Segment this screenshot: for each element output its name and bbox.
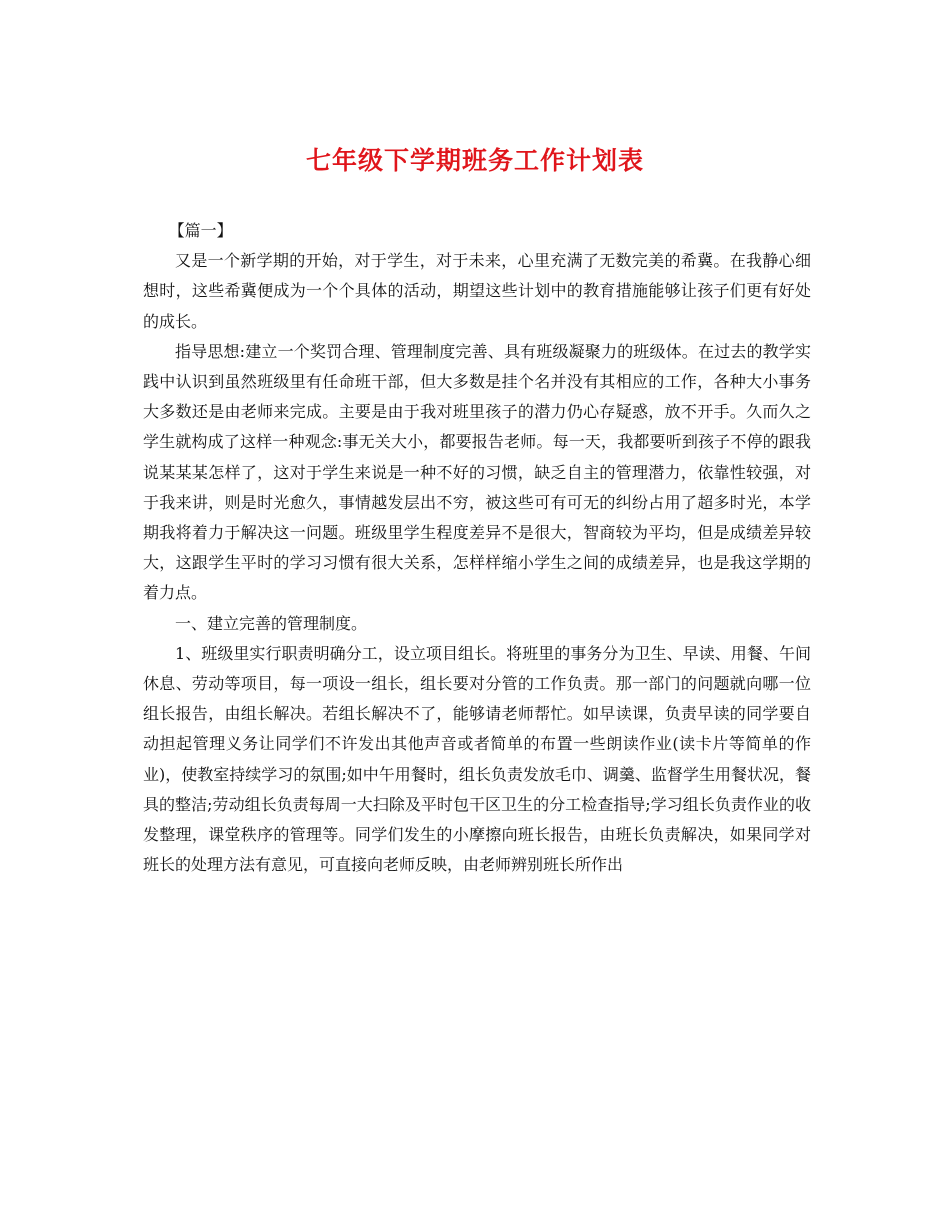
section-heading-part-one: 【篇一】	[168, 221, 233, 240]
paragraph-intro: 又是一个新学期的开始，对于学生，对于未来，心里充满了无数完美的希冀。在我静心细想时，这些希冀便成为一个个具体的活动，期望这些计划中的教育措施能够让孩子们更有好处的成长。	[143, 251, 811, 331]
document-title: 七年级下学期班务工作计划表	[305, 146, 644, 175]
paragraph-guiding-thought: 指导思想:建立一个奖罚合理、管理制度完善、具有班级凝聚力的班级体。在过去的教学实践中认识到虽然班级里有任命班干部，但大多数是挂个名并没有其相应的工作，各种大小事务大多数还是由老师来完成。主要是由于我对班里孩子的潜力仍心存疑惑，放不开手。久而久之学生就构成了这样一种观念:事无关大小，都要报告老师。每一天，我都要听到孩子不停的跟我说某某某怎样了，这对于学生来说是一种不好的习惯，缺乏自主的管理潜力，依靠性较强，对于我来讲，则是时光愈久，事情越发层出不穷，被这些可有可无的纠纷占用了超多时光，本学期我将着力于解决这一问题。班级里学生程度差异不是很大，智商较为平均，但是成绩差异较大，这跟学生平时的学习习惯有很大关系，怎样样缩小学生之间的成绩差异，也是我这学期的着力点。	[143, 341, 811, 603]
document-body	[143, 216, 811, 880]
heading-management-system: 一、建立完善的管理制度。	[175, 613, 368, 633]
paragraph-division-of-duties: 1、班级里实行职责明确分工，设立项目组长。将班里的事务分为卫生、早读、用餐、午间休息、劳动等项目，每一项设一组长，组长要对分管的工作负责。那一部门的问题就向哪一位组长报告，由组长解决。若组长解决不了，能够请老师帮忙。如早读课，负责早读的同学要自动担起管理义务让同学们不许发出其他声音或者简单的布置一些朗读作业(读卡片等简单的作业)，使教室持续学习的氛围;如中午用餐时，组长负责发放毛巾、调羹、监督学生用餐状况，餐具的整洁;劳动组长负责每周一大扫除及平时包干区卫生的分工检查指导;学习组长负责作业的收发整理，课堂秩序的管理等。同学们发生的小摩擦向班长报告，由班长负责解决，如果同学对班长的处理方法有意见，可直接向老师反映，由老师辨别班长所作出	[143, 643, 811, 875]
